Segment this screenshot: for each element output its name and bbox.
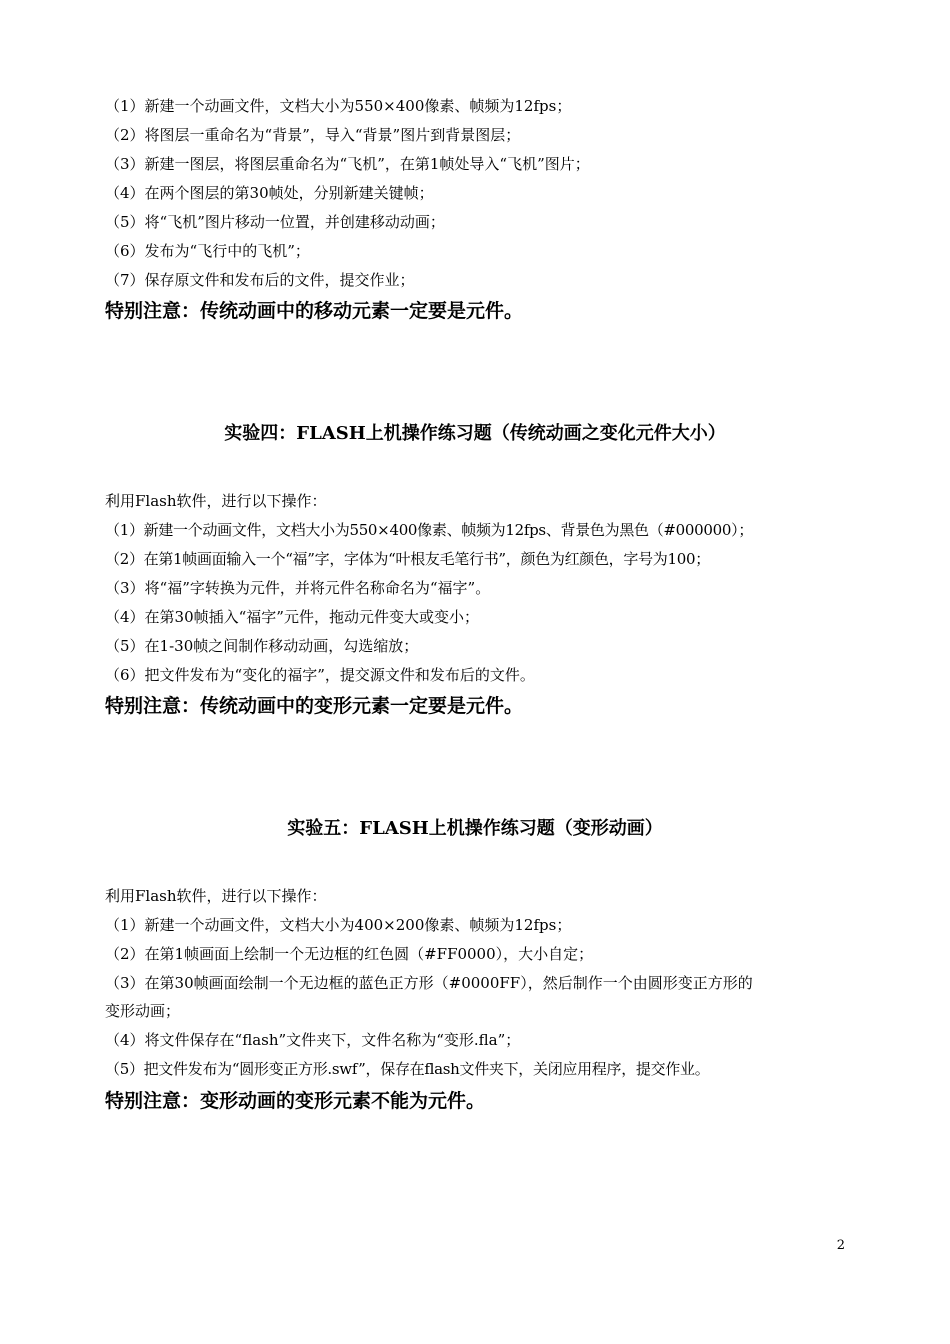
section-title: 实验五：FLASH上机操作练习题（变形动画） (287, 818, 663, 839)
list-item: （6）发布为“飞行中的飞机”； (105, 242, 310, 260)
special-note: 特别注意：变形动画的变形元素不能为元件。 (105, 1090, 486, 1112)
special-note: 特别注意：传统动画中的移动元素一定要是元件。 (105, 300, 524, 322)
list-item: （4）在两个图层的第30帧处，分别新建关键帧； (105, 184, 434, 202)
list-item: （3）将“福”字转换为元件，并将元件名称命名为“福字”。 (105, 579, 491, 597)
list-item: （6）把文件发布为“变化的福字”，提交源文件和发布后的文件。 (105, 666, 535, 684)
list-item: （7）保存原文件和发布后的文件，提交作业； (105, 271, 415, 289)
list-item: （1）新建一个动画文件，文档大小为400×200像素、帧频为12fps； (105, 916, 572, 934)
list-item: （5）在1-30帧之间制作移动动画，勾选缩放； (105, 637, 419, 655)
section-intro: 利用Flash软件，进行以下操作： (105, 492, 327, 510)
list-item: （2）在第1帧画面输入一个“福”字，字体为“叶根友毛笔行书”，颜色为红颜色，字号为100； (105, 550, 710, 568)
list-item: （5）将“飞机”图片移动一位置，并创建移动动画； (105, 213, 445, 231)
list-item: （5）把文件发布为“圆形变正方形.swf”，保存在flash文件夹下，关闭应用程序，提交作业。 (105, 1060, 710, 1078)
list-item: （4）在第30帧插入“福字”元件，拖动元件变大或变小； (105, 608, 479, 626)
list-item: （2）将图层一重命名为“背景”，导入“背景”图片到背景图层； (105, 126, 521, 144)
list-item: （1）新建一个动画文件，文档大小为550×400像素、帧频为12fps； (105, 97, 572, 115)
list-item: （2）在第1帧画面上绘制一个无边框的红色圆（#FF0000），大小自定； (105, 945, 594, 963)
page-number: 2 (836, 1238, 845, 1253)
special-note: 特别注意：传统动画中的变形元素一定要是元件。 (105, 695, 524, 717)
list-item: （3）在第30帧画面绘制一个无边框的蓝色正方形（#0000FF），然后制作一个由圆形变正方形的 (105, 974, 753, 992)
list-item: （3）新建一图层，将图层重命名为“飞机”，在第1帧处导入“飞机”图片； (105, 155, 590, 173)
list-item: （1）新建一个动画文件，文档大小为550×400像素、帧频为12fps、背景色为黑色（#000000）； (105, 521, 754, 539)
list-item-continuation: 变形动画； (105, 1002, 181, 1020)
list-item: （4）将文件保存在“flash”文件夹下，文件名称为“变形.fla”； (105, 1031, 521, 1049)
section-title: 实验四：FLASH上机操作练习题（传统动画之变化元件大小） (224, 423, 726, 444)
section-intro: 利用Flash软件，进行以下操作： (105, 887, 327, 905)
